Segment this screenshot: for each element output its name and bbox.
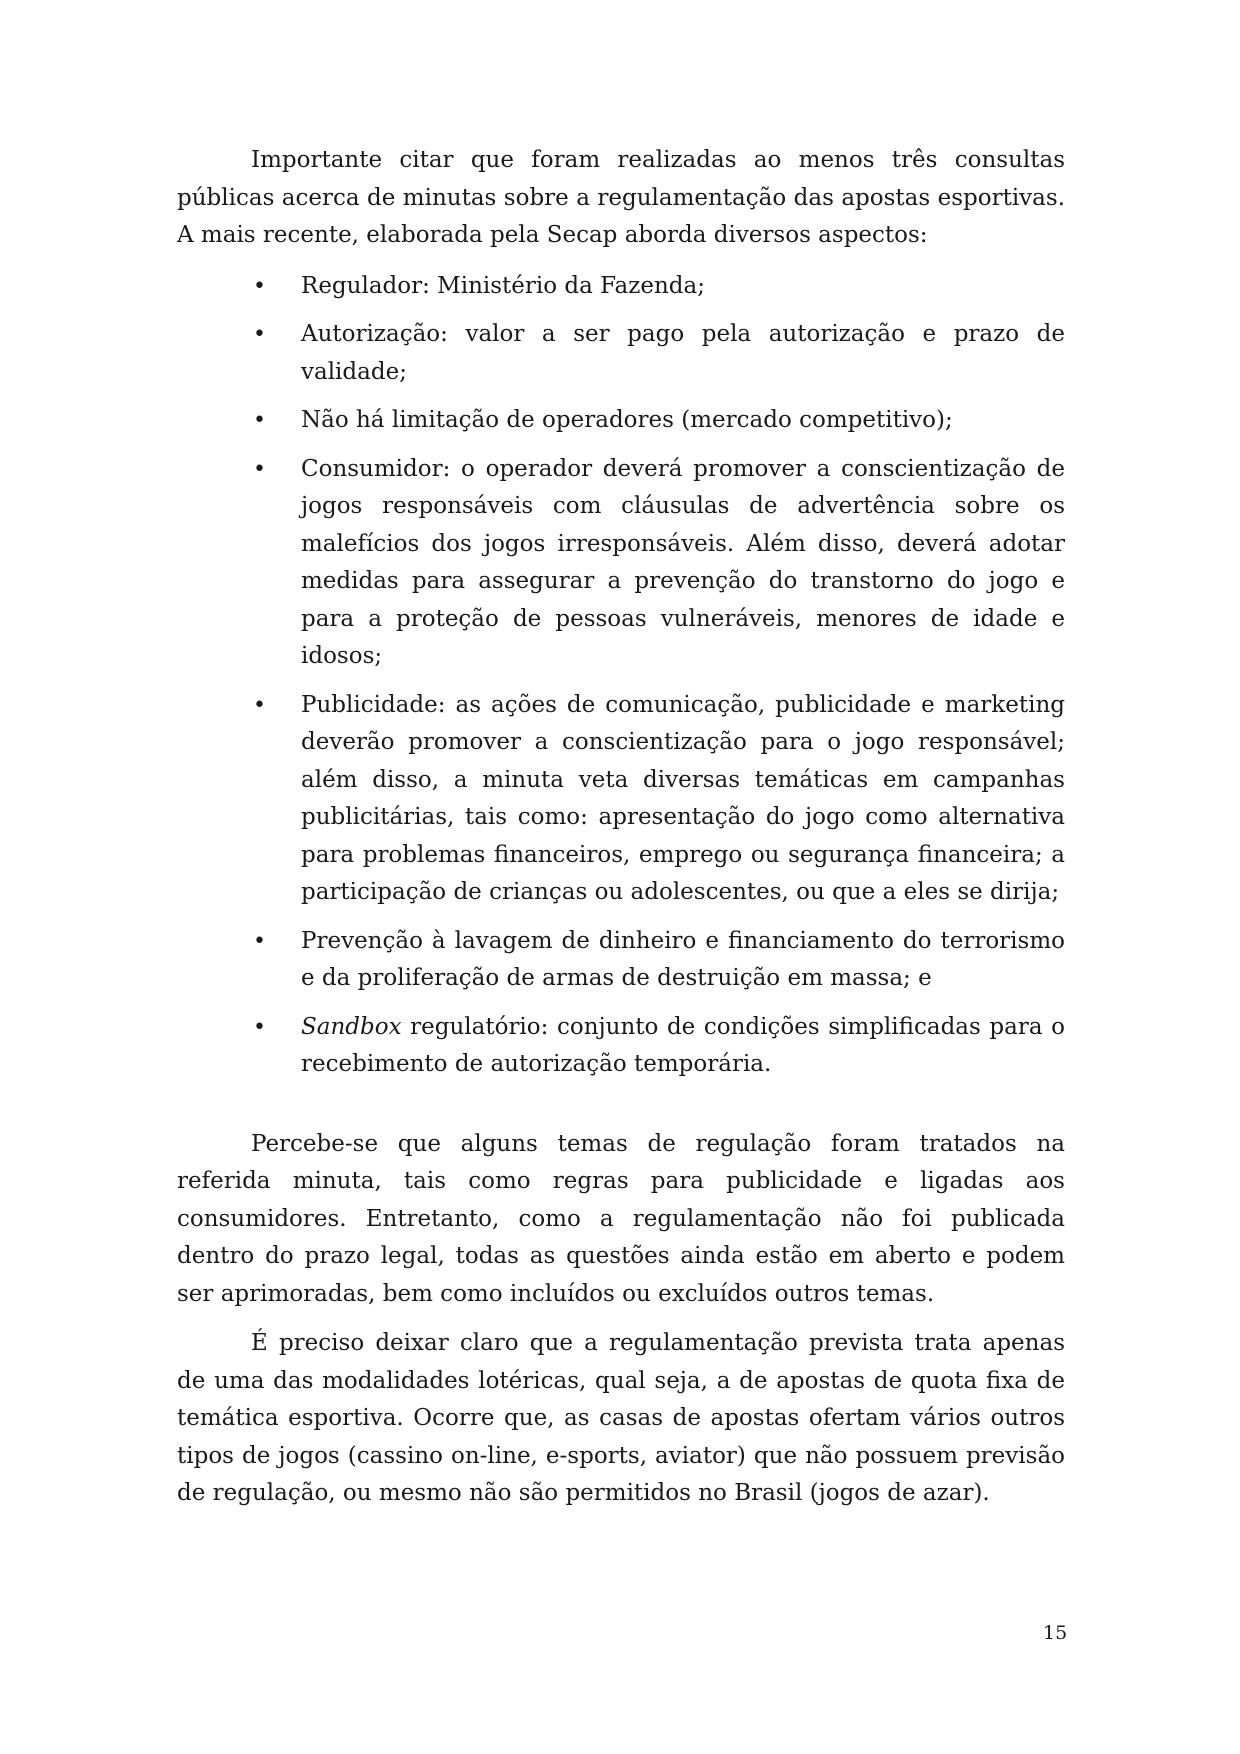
list-item-text: Regulador: Ministério da Fazenda; xyxy=(301,272,705,299)
paragraph-regulation-themes: Percebe-se que alguns temas de regulação foram tratados na referida minuta, tais como regras para publicidade e ligadas aos consumidores. Entretanto, como a regulamentação não foi publicada dentro do prazo legal, todas as questões ainda estão em aberto e podem ser aprimoradas, bem como incluídos ou excluídos outros temas. xyxy=(177,1130,1065,1307)
list-item-italic-lead: Sandbox xyxy=(301,1013,402,1040)
list-item-text: Prevenção à lavagem de dinheiro e financiamento do terrorismo e da proliferação de armas de destruição em massa; e xyxy=(301,927,1065,991)
paragraph-lottery-modalities: É preciso deixar claro que a regulamentação prevista trata apenas de uma das modalidades lotéricas, qual seja, a de apostas de quota fixa de temática esportiva. Ocorre que, as casas de apostas ofertam vários outros tipos de jogos (cassino on-line, e-sports, aviator) que não possuem previsão de regulação, ou mesmo não são permitidos no Brasil (jogos de azar). xyxy=(177,1330,1065,1506)
list-item xyxy=(177,316,1065,391)
bullet-icon: • xyxy=(253,928,266,954)
aspects-list xyxy=(177,268,1065,1084)
list-item xyxy=(177,1009,1065,1084)
bullet-icon: • xyxy=(253,408,266,433)
list-item-text: Autorização: valor a ser pago pela autorização e prazo de validade; xyxy=(301,321,1065,385)
list-item xyxy=(177,923,1065,998)
list-item-text: Não há limitação de operadores (mercado competitivo); xyxy=(301,407,953,433)
bullet-icon: • xyxy=(253,1014,266,1040)
list-item xyxy=(177,402,1065,440)
bullet-icon: • xyxy=(253,456,266,482)
list-item xyxy=(177,268,1065,306)
bullet-icon: • xyxy=(253,692,266,718)
page-body xyxy=(177,142,1065,1513)
bullet-icon: • xyxy=(253,322,266,347)
list-item-text: Publicidade: as ações de comunicação, publicidade e marketing deverão promover a conscientização para o jogo responsável; além disso, a minuta veta diversas temáticas em campanhas publicitárias, tais como: apresentação do jogo como alternativa para problemas financeiros, emprego ou segurança financeira; a participação de crianças ou adolescentes, ou que a eles se dirija; xyxy=(301,691,1065,905)
page-number: 15 xyxy=(1043,1622,1068,1644)
list-item-text: Consumidor: o operador deverá promover a conscientização de jogos responsáveis com cláusulas de advertência sobre os malefícios dos jogos irresponsáveis. Além disso, deverá adotar medidas para assegurar a prevenção do transtorno do jogo e para a proteção de pessoas vulneráveis, menores de idade e idosos; xyxy=(301,455,1065,669)
list-item xyxy=(177,451,1065,676)
paragraph-intro: Importante citar que foram realizadas ao menos três consultas públicas acerca de minutas sobre a regulamentação das apostas esportivas. A mais recente, elaborada pela Secap aborda diversos aspectos: xyxy=(177,147,1065,248)
bullet-icon: • xyxy=(253,273,266,299)
list-item-text: regulatório: conjunto de condições simplificadas para o recebimento de autorização temporária. xyxy=(301,1013,1065,1077)
list-item xyxy=(177,687,1065,912)
